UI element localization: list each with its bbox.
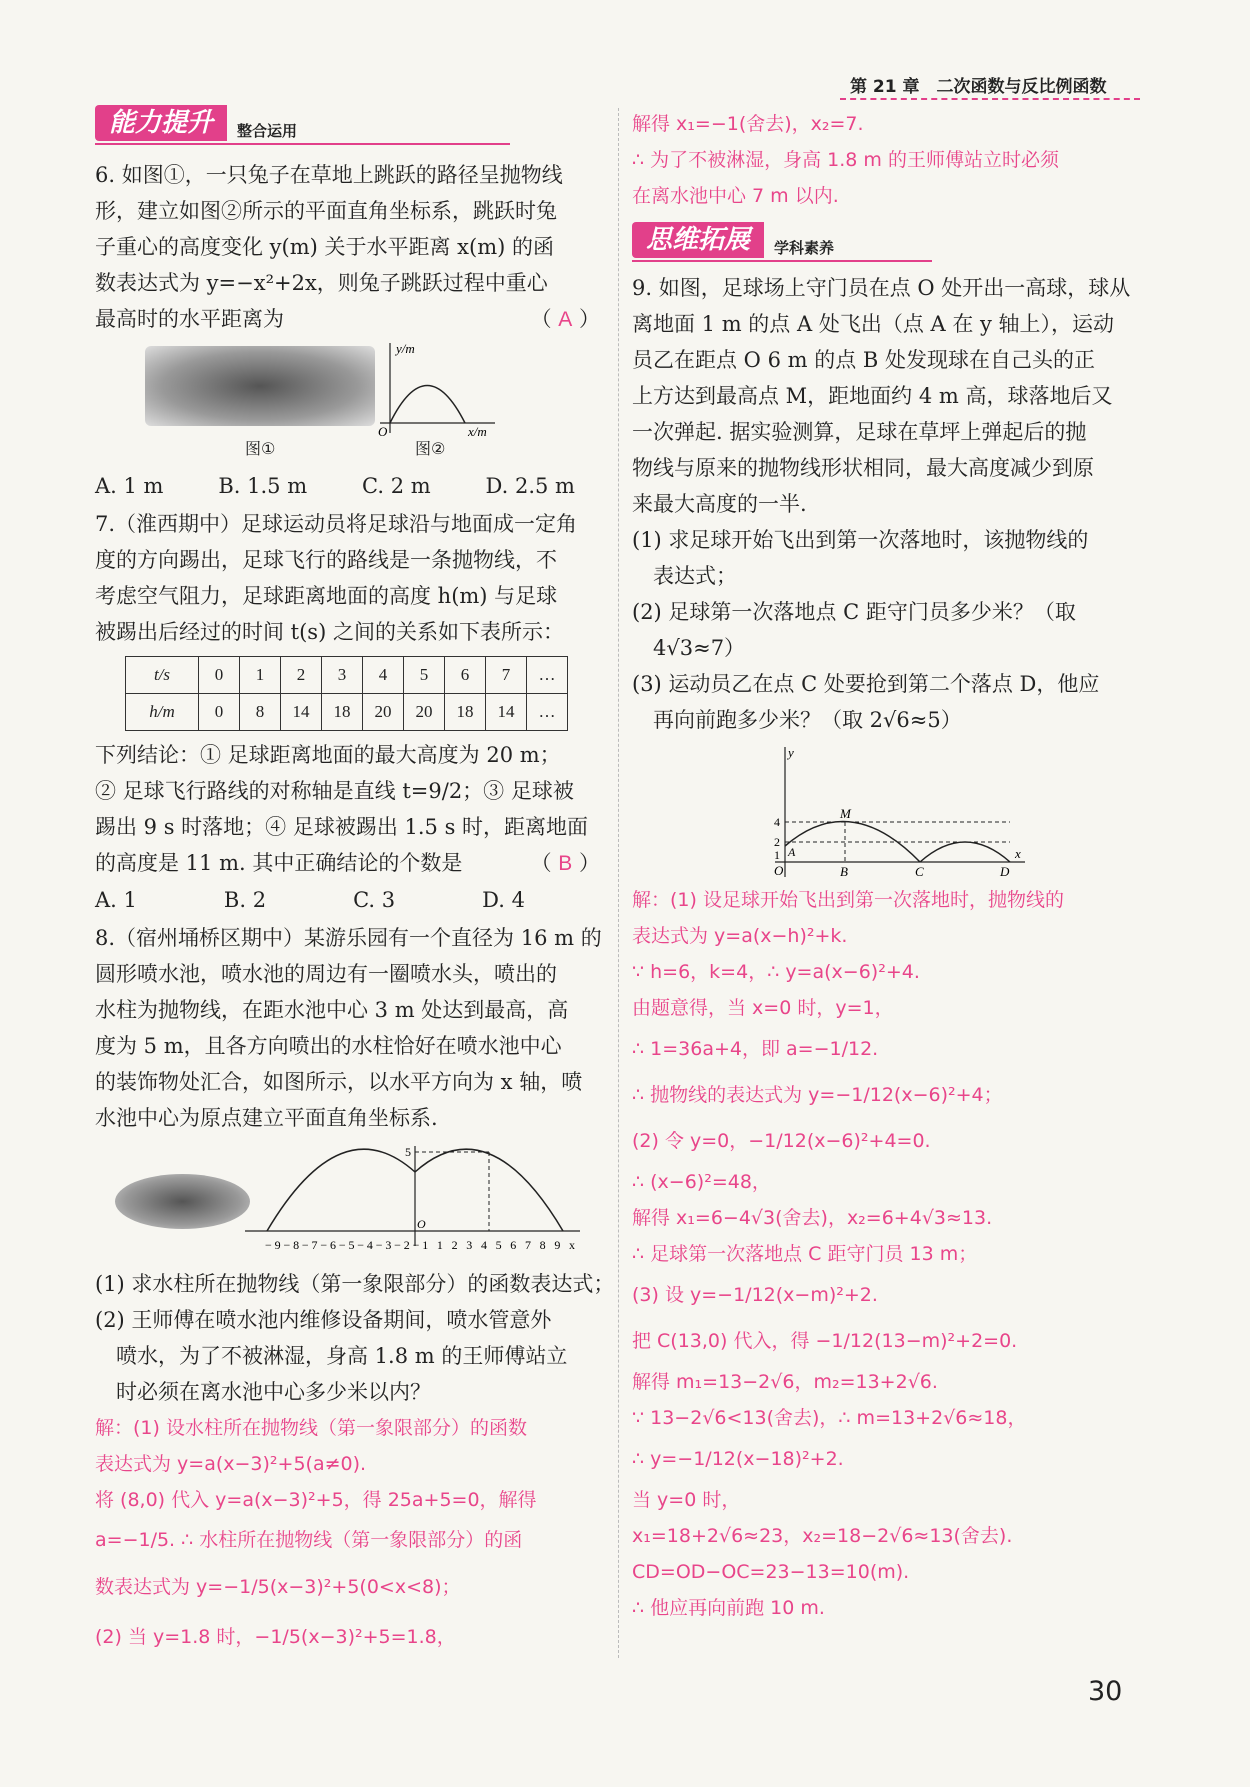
header-dashed-line xyxy=(840,98,1140,100)
page-number: 30 xyxy=(1088,1676,1123,1707)
q7-table xyxy=(125,656,568,731)
q8-axis-labels: −9−8−7−6−5−4−3−2−1 1 2 3 4 5 6 7 8 9 x xyxy=(265,1238,575,1252)
option: D. 2.5 m xyxy=(485,474,575,498)
table-cell: t/s xyxy=(126,657,199,694)
table-cell: 0 xyxy=(199,694,240,731)
q9-solution-line: 把 C(13,0) 代入，得 −1/12(13−m)²+2=0. xyxy=(632,1330,1018,1352)
thinking-banner: 思维拓展 xyxy=(632,222,764,258)
table-cell: 14 xyxy=(281,694,322,731)
q6-origin: O xyxy=(378,424,388,438)
q7-line: 被踢出后经过的时间 t(s) 之间的关系如下表所示： xyxy=(95,620,564,644)
q7-answer: （ B ） xyxy=(530,851,600,875)
q9-tick-4: 4 xyxy=(774,815,780,829)
q9-solution-line: ∴ 他应再向前跑 10 m. xyxy=(632,1597,825,1619)
q8-subq: 喷水，为了不被淋湿，身高 1.8 m 的王师傅站立 xyxy=(95,1344,568,1368)
table-cell: 20 xyxy=(363,694,404,731)
q9-solution-line: x₁=18+2√6≈23，x₂=18−2√6≈13(舍去). xyxy=(632,1525,1013,1547)
left-column xyxy=(95,105,615,1662)
option: D. 4 xyxy=(482,888,525,912)
q9-line: 物线与原来的抛物线形状相同，最大高度减少到原 xyxy=(632,456,1094,480)
q9-solution-line: 解：(1) 设足球开始飞出到第一次落地时，抛物线的 xyxy=(632,889,1064,911)
option: C. 3 xyxy=(353,888,396,912)
fig2-caption: 图② xyxy=(415,439,446,458)
q9-origin: O xyxy=(774,863,784,878)
q9-tick-2: 2 xyxy=(774,835,780,849)
q6-axis-y: y/m xyxy=(396,341,415,356)
q8-figures xyxy=(95,1136,605,1266)
q9-solution-line: (2) 令 y=0，−1/12(x−6)²+4=0. xyxy=(632,1130,931,1152)
q8-subq: 时必须在离水池中心多少米以内？ xyxy=(95,1380,431,1404)
ability-banner-sub: 整合运用 xyxy=(237,122,298,140)
table-cell: 18 xyxy=(322,694,363,731)
column-divider xyxy=(618,108,619,1658)
q9-line: 表达式； xyxy=(632,564,737,588)
q8-line: 度为 5 m，且各方向喷出的水柱恰好在喷水池中心 xyxy=(95,1034,562,1058)
q8-origin: O xyxy=(417,1217,426,1231)
q8-line: 圆形喷水池，喷水池的周边有一圈喷水头，喷出的 xyxy=(95,962,557,986)
q8-solution-line: 解：(1) 设水柱所在抛物线（第一象限部分）的函数 xyxy=(95,1417,527,1439)
q7-line: 的高度是 11 m. 其中正确结论的个数是 xyxy=(95,851,463,875)
q9-line: 来最大高度的一半. xyxy=(632,492,807,516)
q9-solution-line: ∴ (x−6)²=48， xyxy=(632,1171,771,1193)
q8-solution-line: a=−1/5. ∴ 水柱所在抛物线（第一象限部分）的函 xyxy=(95,1529,523,1551)
ability-banner: 能力提升 xyxy=(95,105,227,141)
question-6 xyxy=(95,157,605,504)
right-column xyxy=(632,106,1152,1626)
q7-options xyxy=(95,882,525,918)
q7-line: 下列结论：① 足球距离地面的最大高度为 20 m； xyxy=(95,743,561,767)
q9-solution-line: ∴ 抛物线的表达式为 y=−1/12(x−6)²+4； xyxy=(632,1084,1003,1106)
table-cell: 3 xyxy=(322,657,363,694)
table-cell: 2 xyxy=(281,657,322,694)
q6-line: 子重心的高度变化 y(m) 关于水平距离 x(m) 的函 xyxy=(95,235,555,259)
q8-y-tick: 5 xyxy=(405,1145,411,1159)
q6-line: 形，建立如图②所示的平面直角坐标系，跳跃时兔 xyxy=(95,199,557,223)
q7-line: 7.（淮西期中）足球运动员将足球沿与地面成一定角 xyxy=(95,512,578,536)
q8-subq: (2) 王师傅在喷水池内维修设备期间，喷水管意外 xyxy=(95,1308,552,1332)
question-7 xyxy=(95,506,605,918)
q6-answer: （ A ） xyxy=(530,307,600,331)
q9-point-b: B xyxy=(840,864,848,879)
fig1-caption: 图① xyxy=(245,439,276,458)
table-cell: … xyxy=(527,657,568,694)
q9-solution-line: ∵ h=6，k=4，∴ y=a(x−6)²+4. xyxy=(632,961,920,983)
q9-line: (1) 求足球开始飞出到第一次落地时，该抛物线的 xyxy=(632,528,1089,552)
q8-solution-cont: ∴ 为了不被淋湿，身高 1.8 m 的王师傅站立时必须 xyxy=(632,149,1059,171)
table-cell: 6 xyxy=(445,657,486,694)
table-row xyxy=(126,694,568,731)
q6-line: 数表达式为 y=−x²+2x，则兔子跳跃过程中重心 xyxy=(95,271,548,295)
chapter-header: 第 21 章 二次函数与反比例函数 xyxy=(850,77,1107,97)
banner-underline xyxy=(632,260,932,262)
q8-subq: (1) 求水柱所在抛物线（第一象限部分）的函数表达式； xyxy=(95,1272,615,1296)
rabbit-photo xyxy=(145,346,375,426)
table-row xyxy=(126,657,568,694)
q9-line: 离地面 1 m 的点 A 处飞出（点 A 在 y 轴上），运动 xyxy=(632,312,1115,336)
question-9 xyxy=(632,270,1152,1626)
banner-underline xyxy=(95,143,510,145)
q8-solution-cont: 解得 x₁=−1(舍去)，x₂=7. xyxy=(632,113,864,135)
table-cell: 20 xyxy=(404,694,445,731)
q9-line: 再向前跑多少米？（取 2√6≈5） xyxy=(632,708,962,732)
table-cell: h/m xyxy=(126,694,199,731)
q9-line: 员乙在距点 O 6 m 的点 B 处发现球在自己头的正 xyxy=(632,348,1095,372)
q8-line: 8.（宿州埇桥区期中）某游乐园有一个直径为 16 m 的 xyxy=(95,926,602,950)
q9-solution-line: ∴ 1=36a+4，即 a=−1/12. xyxy=(632,1038,879,1060)
q7-line: 度的方向踢出，足球飞行的路线是一条抛物线，不 xyxy=(95,548,557,572)
q8-solution-line: 表达式为 y=a(x−3)²+5(a≠0). xyxy=(95,1453,367,1475)
q8-line: 水柱为抛物线，在距水池中心 3 m 处达到最高，高 xyxy=(95,998,569,1022)
q6-options xyxy=(95,468,575,504)
q9-line: (3) 运动员乙在点 C 处要抢到第二个落点 D，他应 xyxy=(632,672,1100,696)
q9-line: 4√3≈7） xyxy=(632,636,746,660)
q9-x-label: x xyxy=(1015,846,1021,861)
table-cell: 1 xyxy=(240,657,281,694)
q9-point-a: A xyxy=(788,845,796,859)
q9-solution-line: ∴ 足球第一次落地点 C 距守门员 13 m； xyxy=(632,1243,978,1265)
q9-solution-line: 解得 m₁=13−2√6，m₂=13+2√6. xyxy=(632,1371,938,1393)
q6-line: 最高时的水平距离为 xyxy=(95,307,284,331)
table-cell: 7 xyxy=(486,657,527,694)
q6-figures xyxy=(95,338,605,468)
q8-solution-cont: 在离水池中心 7 m 以内. xyxy=(632,185,839,207)
q9-line: 9. 如图，足球场上守门员在点 O 处开出一高球，球从 xyxy=(632,276,1131,300)
q8-fountain-graph xyxy=(245,1136,585,1256)
q7-line: ② 足球飞行路线的对称轴是直线 t=9/2；③ 足球被 xyxy=(95,779,574,803)
q8-line: 的装饰物处汇合，如图所示，以水平方向为 x 轴，喷 xyxy=(95,1070,583,1094)
q8-solution-line: 数表达式为 y=−1/5(x−3)²+5(0<x<8)； xyxy=(95,1576,461,1598)
option: A. 1 m xyxy=(95,474,164,498)
q9-solution-line: 当 y=0 时， xyxy=(632,1489,741,1511)
q9-point-c: C xyxy=(915,864,924,879)
q8-line: 水池中心为原点建立平面直角坐标系. xyxy=(95,1106,438,1130)
option: B. 1.5 m xyxy=(218,474,308,498)
table-cell: 5 xyxy=(404,657,445,694)
q9-tick-1: 1 xyxy=(774,848,780,862)
q9-line: 上方达到最高点 M，距地面约 4 m 高，球落地后又 xyxy=(632,384,1113,408)
q9-solution-line: CD=OD−OC=23−13=10(m). xyxy=(632,1561,910,1583)
table-cell: 18 xyxy=(445,694,486,731)
q9-solution-line: 表达式为 y=a(x−h)²+k. xyxy=(632,925,848,947)
q9-solution-line: 解得 x₁=6−4√3(舍去)，x₂=6+4√3≈13. xyxy=(632,1207,993,1229)
q9-y-label: y xyxy=(788,745,794,760)
table-cell: 8 xyxy=(240,694,281,731)
q8-solution-line: (2) 当 y=1.8 时，−1/5(x−3)²+5=1.8， xyxy=(95,1626,456,1648)
table-cell: 0 xyxy=(199,657,240,694)
q9-solution-line: ∵ 13−2√6<13(舍去)，∴ m=13+2√6≈18， xyxy=(632,1407,1027,1429)
table-cell: 14 xyxy=(486,694,527,731)
q9-line: 一次弹起. 据实验测算，足球在草坪上弹起后的抛 xyxy=(632,420,1087,444)
q6-axis-x: x/m xyxy=(468,424,487,438)
q9-line: (2) 足球第一次落地点 C 距守门员多少米？（取 xyxy=(632,600,1076,624)
q7-line: 考虑空气阻力，足球距离地面的高度 h(m) 与足球 xyxy=(95,584,558,608)
table-cell: 4 xyxy=(363,657,404,694)
question-8 xyxy=(95,920,615,1662)
q9-solution-line: (3) 设 y=−1/12(x−m)²+2. xyxy=(632,1284,878,1306)
table-cell: … xyxy=(527,694,568,731)
q8-solution-line: 将 (8,0) 代入 y=a(x−3)²+5，得 25a+5=0，解得 xyxy=(95,1489,537,1511)
option: B. 2 xyxy=(223,888,267,912)
q9-solution-line: 由题意得，当 x=0 时，y=1， xyxy=(632,997,894,1019)
q6-line: 6. 如图①，一只兔子在草地上跳跃的路径呈抛物线 xyxy=(95,163,563,187)
q9-bounce-graph xyxy=(760,742,1030,882)
q7-line: 踢出 9 s 时落地；④ 足球被踢出 1.5 s 时，距离地面 xyxy=(95,815,589,839)
q9-point-d: D xyxy=(1000,864,1010,879)
q9-solution-line: ∴ y=−1/12(x−18)²+2. xyxy=(632,1448,844,1470)
option: C. 2 m xyxy=(362,474,431,498)
q9-point-m: M xyxy=(840,806,851,821)
thinking-banner-sub: 学科素养 xyxy=(774,239,835,257)
option: A. 1 xyxy=(95,888,137,912)
fountain-photo xyxy=(115,1174,250,1229)
q6-parabola-graph xyxy=(370,338,500,438)
